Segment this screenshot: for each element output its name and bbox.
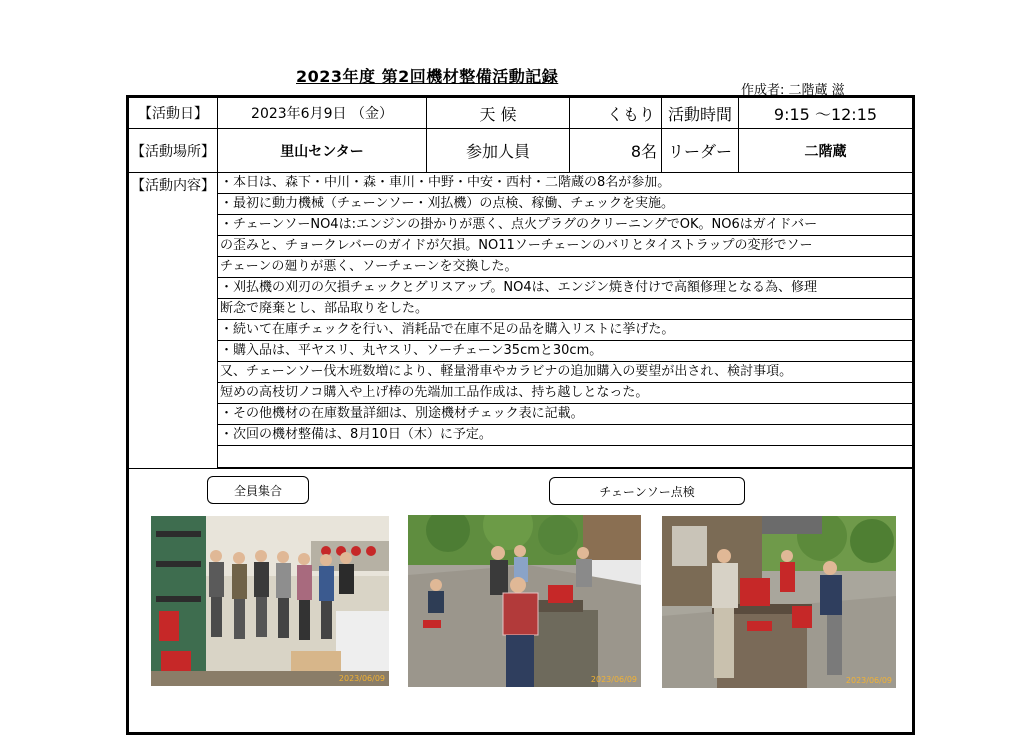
photo-area [129,468,912,738]
content-line: ・続いて在庫チェックを行い、消耗品で在庫不足の品を購入リストに挙げた。 [218,320,912,341]
photo-date-stamp: 2023/06/09 [590,675,637,684]
content-line: ・購入品は、平ヤスリ、丸ヤスリ、ソーチェーン35cmと30cm。 [218,341,912,362]
content-line: 又、チェーンソー伐木班数増により、軽量滑車やカラビナの追加購入の要望が出され、検討事項。 [218,362,912,383]
content-line-empty [218,446,912,468]
author-line: 作成者: 二階蔵 滋 [741,83,845,98]
group-photo [151,516,389,686]
content-line: の歪みと、チョークレバーのガイドが欠損。NO11ソーチェーンのバリとタイストラップの変形でソー [218,236,912,257]
content-line: チェーンの廻りが悪く、ソーチェーンを交換した。 [218,257,912,278]
content-label: 【活動内容】 [129,173,218,468]
date-value: 2023年6月9日 （金） [218,98,427,128]
place-value: 里山センター [218,129,427,172]
row-place-participants-leader [129,129,912,173]
content-line: 短めの高枝切ノコ購入や上げ棒の先端加工品作成は、持ち越しとなった。 [218,383,912,404]
time-value: 9:15 ～12:15 [773,104,878,124]
content-line: ・次回の機材整備は、8月10日（木）に予定。 [218,425,912,446]
row-date-weather-time [129,98,912,129]
participants-label: 参加人員 [427,129,570,172]
place-label: 【活動場所】 [129,129,218,172]
photo-caption-group: 全員集合 [207,476,309,504]
leader-label: リーダー [662,129,739,172]
date-label: 【活動日】 [129,98,218,128]
content-line: ・最初に動力機械（チェーンソー・刈払機）の点検、稼働、チェックを実施。 [218,194,912,215]
record-sheet [126,95,915,735]
chainsaw-inspection-photo [408,515,641,687]
photo-caption-chainsaw: チェーンソー点検 [549,477,745,505]
participants-value: 8名 [570,129,662,172]
weather-value: くもり [570,98,662,128]
content-line: ・本日は、森下・中川・森・車川・中野・中安・西村・二階蔵の8名が参加。 [218,173,912,194]
workbench-photo [662,516,896,688]
photo-date-stamp: 2023/06/09 [845,676,892,685]
content-lines [218,173,912,468]
weather-label: 天 候 [427,98,570,128]
leader-value: 二階蔵 [804,143,847,160]
content-line: 断念で廃棄とし、部品取りをした。 [218,299,912,320]
photo-date-stamp: 2023/06/09 [338,674,385,683]
document-title: 2023年度 第2回機材整備活動記録 [296,67,559,86]
time-label: 活動時間 [662,98,739,128]
content-line: ・刈払機の刈刃の欠損チェックとグリスアップ。NO4は、エンジン焼き付けで高額修理となる為、修理 [218,278,912,299]
content-line: ・チェーンソーNO4は:エンジンの掛かりが悪く、点火プラグのクリーニングでOK。NO6はガイドバー [218,215,912,236]
content-line: ・その他機材の在庫数量詳細は、別途機材チェック表に記載。 [218,404,912,425]
